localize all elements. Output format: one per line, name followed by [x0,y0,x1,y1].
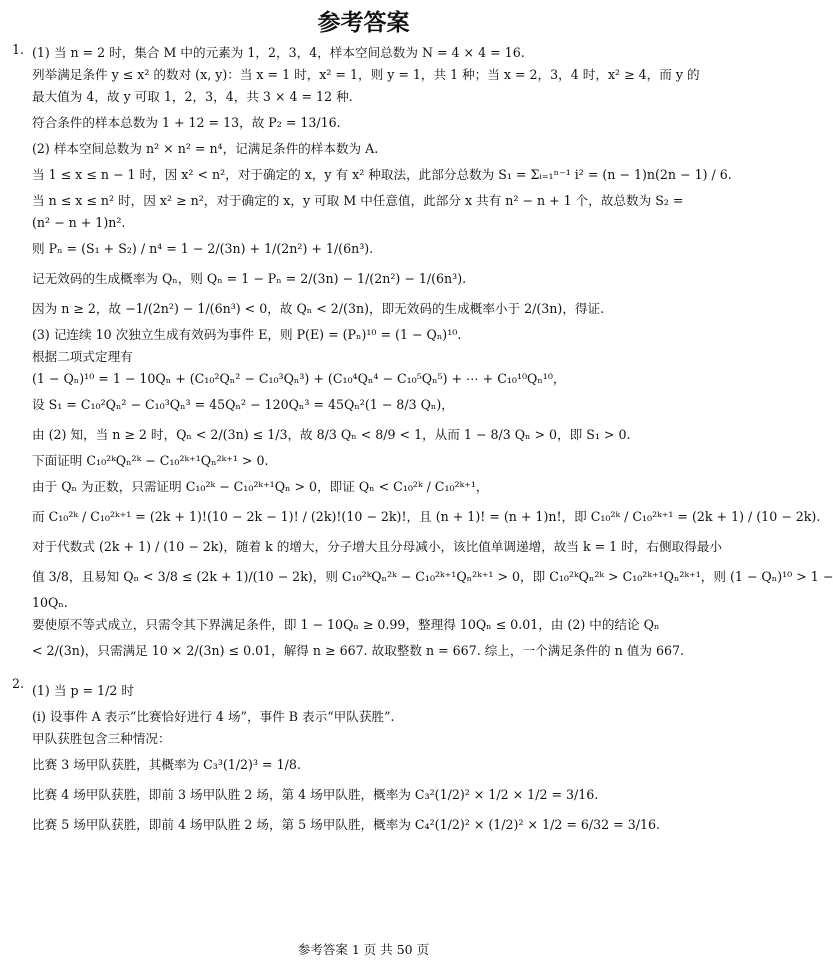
question-2 [12,676,712,840]
solution-line: (1 − Qₙ)¹⁰ = 1 − 10Qₙ + (C₁₀²Qₙ² − C₁₀³Qₙ³) + (C₁₀⁴Qₙ⁴ − C₁₀⁵Qₙ⁵) + ⋯ + C₁₀¹⁰Qₙ¹⁰， [32,371,566,386]
solution-line: 符合条件的样本总数为 1 + 12 = 13，故 P₂ = 13/16. [32,115,341,130]
solution-line: (1) 当 p = 1/2 时 [32,683,134,698]
question-number: 2. [12,676,25,691]
solution-line: 由 (2) 知，当 n ≥ 2 时，Qₙ < 2/(3n) ≤ 1/3，故 8/3 Qₙ < 8/9 < 1，从而 1 − 8/3 Qₙ > 0，即 S₁ > 0. [32,427,631,442]
question-1 [12,42,833,666]
page-footer: 参考答案 1 页 共 50 页 [297,942,430,957]
solution-line: 10Qₙ. [32,595,68,610]
page-title: 参考答案 [317,10,410,36]
solution-line: (2) 样本空间总数为 n² × n² = n⁴，记满足条件的样本数为 A. [32,141,379,156]
solution-line: (i) 设事件 A 表示“比赛恰好进行 4 场”，事件 B 表示“甲队获胜”. [32,709,395,724]
solution-line: 下面证明 C₁₀²ᵏQₙ²ᵏ − C₁₀²ᵏ⁺¹Qₙ²ᵏ⁺¹ > 0. [32,453,269,468]
solution-line: 比赛 5 场甲队获胜，即前 4 场甲队胜 2 场，第 5 场甲队胜，概率为 C₄²(1/2)² × (1/2)² × 1/2 = 6/32 = 3/16. [32,817,661,832]
solution-line: (1) 当 n = 2 时，集合 M 中的元素为 1，2，3，4，样本空间总数为 N = 4 × 4 = 16. [32,45,525,60]
answer-content [12,42,833,840]
solution-line: < 2/(3n)，只需满足 10 × 2/(3n) ≤ 0.01，解得 n ≥ 667. 故取整数 n = 667. 综上，一个满足条件的 n 值为 667. [32,643,684,658]
solution-line: 当 1 ≤ x ≤ n − 1 时，因 x² < n²，对于确定的 x，y 有 x² 种取法，此部分总数为 S₁ = Σᵢ₌₁ⁿ⁻¹ i² = (n − 1)n(2n − 1) / 6. [32,167,732,182]
solution-line: (n² − n + 1)n². [32,215,126,230]
solution-line: 因为 n ≥ 2，故 −1/(2n²) − 1/(6n³) < 0，故 Qₙ < 2/(3n)，即无效码的生成概率小于 2/(3n)，得证. [32,301,605,316]
solution-line: 对于代数式 (2k + 1) / (10 − 2k)，随着 k 的增大，分子增大且分母减小，该比值单调递增，故当 k = 1 时，右侧取得最小 [32,539,722,554]
solution-line: 比赛 4 场甲队获胜，即前 3 场甲队胜 2 场，第 4 场甲队胜，概率为 C₃²(1/2)² × 1/2 × 1/2 = 3/16. [32,787,599,802]
solution-line: 由于 Qₙ 为正数，只需证明 C₁₀²ᵏ − C₁₀²ᵏ⁺¹Qₙ > 0，即证 Qₙ < C₁₀²ᵏ / C₁₀²ᵏ⁺¹， [32,479,489,494]
solution-line: 甲队获胜包含三种情况： [32,731,171,746]
solution-line: 设 S₁ = C₁₀²Qₙ² − C₁₀³Qₙ³ = 45Qₙ² − 120Qₙ³ = 45Qₙ²(1 − 8/3 Qₙ)， [32,397,454,412]
solution-line: (3) 记连续 10 次独立生成有效码为事件 E，则 P(E) = (Pₙ)¹⁰ = (1 − Qₙ)¹⁰. [32,327,462,342]
solution-line: 列举满足条件 y ≤ x² 的数对 (x, y)：当 x = 1 时，x² = 1，则 y = 1，共 1 种；当 x = 2，3，4 时，x² ≥ 4，而 y 的 [32,67,700,82]
solution-line: 比赛 3 场甲队获胜，其概率为 C₃³(1/2)³ = 1/8. [32,757,301,772]
solution-line: 值 3/8，且易知 Qₙ < 3/8 ≤ (2k + 1)/(10 − 2k)，则 C₁₀²ᵏQₙ²ᵏ − C₁₀²ᵏ⁺¹Qₙ²ᵏ⁺¹ > 0，即 C₁₀²ᵏQₙ²ᵏ > C₁₀²ᵏ⁺¹Qₙ²ᵏ⁺¹，则 (1 − Qₙ)¹⁰ > 1 − [32,569,833,584]
solution-line: 要使原不等式成立，只需令其下界满足条件，即 1 − 10Qₙ ≥ 0.99，整理得 10Qₙ ≤ 0.01，由 (2) 中的结论 Qₙ [32,617,660,632]
solution-line: 根据二项式定理有 [32,349,133,364]
solution-line: 则 Pₙ = (S₁ + S₂) / n⁴ = 1 − 2/(3n) + 1/(2n²) + 1/(6n³). [32,241,374,256]
solution-line: 当 n ≤ x ≤ n² 时，因 x² ≥ n²，对于确定的 x，y 可取 M 中任意值，此部分 x 共有 n² − n + 1 个，故总数为 S₂ = [32,193,684,208]
solution-line: 而 C₁₀²ᵏ / C₁₀²ᵏ⁺¹ = (2k + 1)!(10 − 2k − 1)! / (2k)!(10 − 2k)!，且 (n + 1)! = (n + 1)n!，即 C₁₀²ᵏ / C₁₀²ᵏ⁺¹ = (2k + 1) / (10 − 2k). [32,509,821,524]
solution-line: 最大值为 4，故 y 可取 1，2，3，4，共 3 × 4 = 12 种. [32,89,353,104]
question-number: 1. [12,42,25,57]
solution-line: 记无效码的生成概率为 Qₙ，则 Qₙ = 1 − Pₙ = 2/(3n) − 1/(2n²) − 1/(6n³). [32,271,467,286]
